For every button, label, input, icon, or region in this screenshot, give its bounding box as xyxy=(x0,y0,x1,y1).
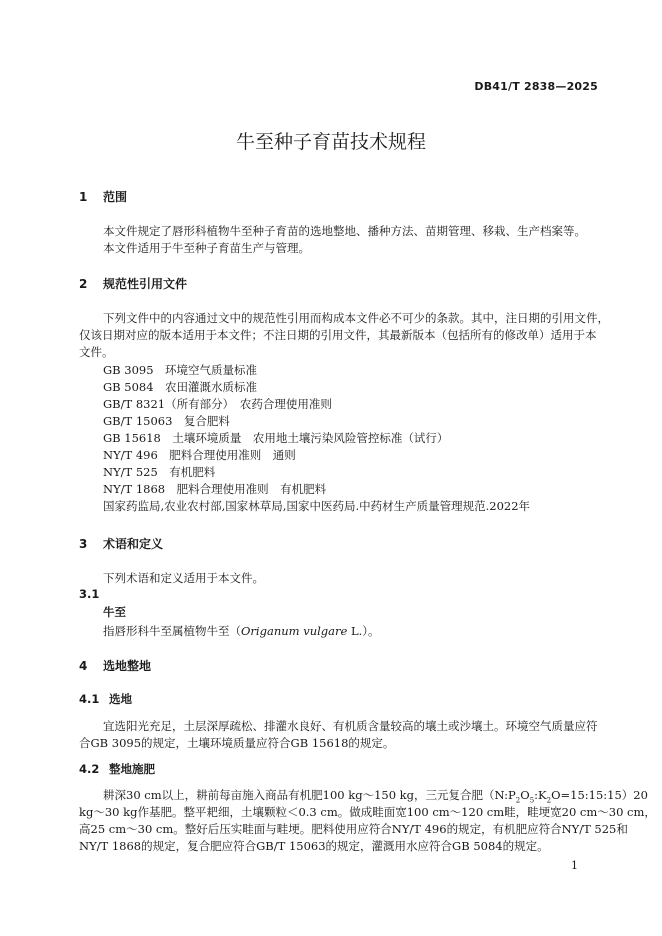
reference-item: GB 3095 环境空气质量标准 xyxy=(103,363,258,377)
reference-item: 国家药监局,农业农村部,国家林草局,国家中医药局.中药材生产质量管理规范.2022年 xyxy=(103,499,531,513)
reference-item: NY/T 496 肥料合理使用准则 通则 xyxy=(103,448,296,462)
subscript: 2 xyxy=(546,796,552,805)
reference-item: GB 5084 农田灌溉水质标准 xyxy=(103,380,258,394)
section-number: 2 xyxy=(79,277,88,291)
paragraph-scope-2: 本文件适用于牛至种子育苗生产与管理。 xyxy=(103,241,310,255)
section-heading-4 xyxy=(79,657,151,674)
subsection-number: 4.1 xyxy=(79,692,100,706)
page-title: 牛至种子育苗技术规程 xyxy=(235,131,426,153)
reference-item: NY/T 525 有机肥料 xyxy=(103,465,216,479)
term-name: 牛至 xyxy=(103,605,126,619)
text-run: O=15:15:15）20 xyxy=(551,788,648,802)
text-run: 耕深30 cm以上，耕前每亩施入商品有机肥100 kg～150 kg，三元复合肥（N:P xyxy=(103,788,516,802)
section-title: 选地整地 xyxy=(103,659,152,673)
document-number: DB41/T 2838—2025 xyxy=(474,80,598,93)
paragraph-terms-intro: 下列术语和定义适用于本文件。 xyxy=(103,571,264,585)
section-title: 范围 xyxy=(103,190,128,204)
section-number: 1 xyxy=(79,190,88,204)
subsection-heading-4-2 xyxy=(79,761,155,777)
subsection-title: 选地 xyxy=(109,692,132,706)
subsection-title: 整地施肥 xyxy=(109,762,155,776)
paragraph-fertilize-4: NY/T 1868的规定，复合肥应符合GB/T 15063的规定，灌溉用水应符合GB 5084的规定。 xyxy=(79,839,549,853)
paragraph-site-1: 宜选阳光充足，土层深厚疏松、排灌水良好、有机质含量较高的壤土或沙壤土。环境空气质量应符 xyxy=(103,719,598,733)
paragraph-scope-1: 本文件规定了唇形科植物牛至种子育苗的选地整地、播种方法、苗期管理、移栽、生产档案等。 xyxy=(103,224,586,238)
reference-item: NY/T 1868 肥料合理使用准则 有机肥料 xyxy=(103,482,327,496)
paragraph-site-2: 合GB 3095的规定，土壤环境质量应符合GB 15618的规定。 xyxy=(79,736,395,750)
section-title: 术语和定义 xyxy=(103,537,164,551)
definition-text: 指唇形科牛至属植物牛至（ xyxy=(103,624,241,638)
paragraph-refs-intro-3: 文件。 xyxy=(79,345,114,359)
section-heading-3 xyxy=(79,535,163,552)
term-definition xyxy=(103,622,380,640)
reference-item: GB 15618 土壤环境质量 农用地土壤污染风险管控标准（试行） xyxy=(103,431,449,445)
subscript: 5 xyxy=(529,796,535,805)
section-title: 规范性引用文件 xyxy=(103,277,188,291)
paragraph-refs-intro-2: 仅该日期对应的版本适用于本文件；不注日期的引用文件，其最新版本（包括所有的修改单）适用于本 xyxy=(79,328,597,342)
term-number: 3.1 xyxy=(79,587,100,601)
text-run: O xyxy=(520,788,530,802)
section-heading-1 xyxy=(79,188,127,205)
paragraph-fertilize-3: 高25 cm～30 cm。整好后压实畦面与畦埂。肥料使用应符合NY/T 496的规定，有机肥应符合NY/T 525和 xyxy=(79,822,628,836)
text-run: :K xyxy=(534,788,547,802)
reference-item: GB/T 15063 复合肥料 xyxy=(103,414,230,428)
definition-text: L.）。 xyxy=(347,624,380,638)
paragraph-fertilize-2: kg～30 kg作基肥。整平耙细，土壤颗粒＜0.3 cm。做成畦面宽100 cm～120 cm畦，畦埂宽20 cm～30 cm， xyxy=(79,805,656,819)
section-heading-2 xyxy=(79,275,187,292)
subsection-number: 4.2 xyxy=(79,762,100,776)
latin-name: Origanum vulgare xyxy=(241,624,348,638)
section-number: 4 xyxy=(79,659,88,673)
reference-item: GB/T 8321（所有部分） 农药合理使用准则 xyxy=(103,397,332,411)
subscript: 2 xyxy=(515,796,521,805)
paragraph-refs-intro-1: 下列文件中的内容通过文中的规范性引用而构成本文件必不可少的条款。其中，注日期的引用文件， xyxy=(103,311,609,325)
section-number: 3 xyxy=(79,537,88,551)
subsection-heading-4-1 xyxy=(79,691,132,707)
page-number: 1 xyxy=(571,859,578,872)
